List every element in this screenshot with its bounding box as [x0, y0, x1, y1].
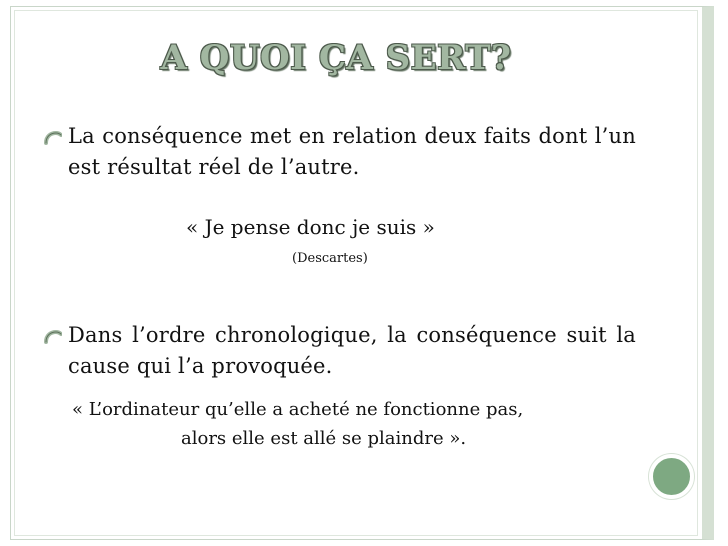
bullet-text: Dans l’ordre chronologique, la conséquence suit la cause qui l’a provoquée. [68, 323, 636, 378]
bullet-arc-icon [44, 131, 62, 145]
slide-inner-frame [14, 10, 698, 536]
bullet-item-1 [68, 121, 636, 183]
bullet-arc-icon [44, 330, 62, 344]
decorative-circle [649, 454, 694, 499]
descartes-quote: « Je pense donc je suis » [186, 215, 435, 239]
bullet-text: La conséquence met en relation deux faits dont l’un est résultat réel de l’autre. [68, 124, 636, 179]
example-quote-line-2: alors elle est allé se plaindre ». [181, 428, 467, 449]
example-quote-line-1: « L’ordinateur qu’elle a acheté ne fonctionne pas, [72, 399, 524, 420]
quote-source: (Descartes) [292, 251, 368, 266]
slide-title: A QUOI ÇA SERT? [160, 38, 512, 78]
bullet-item-2 [68, 320, 636, 382]
